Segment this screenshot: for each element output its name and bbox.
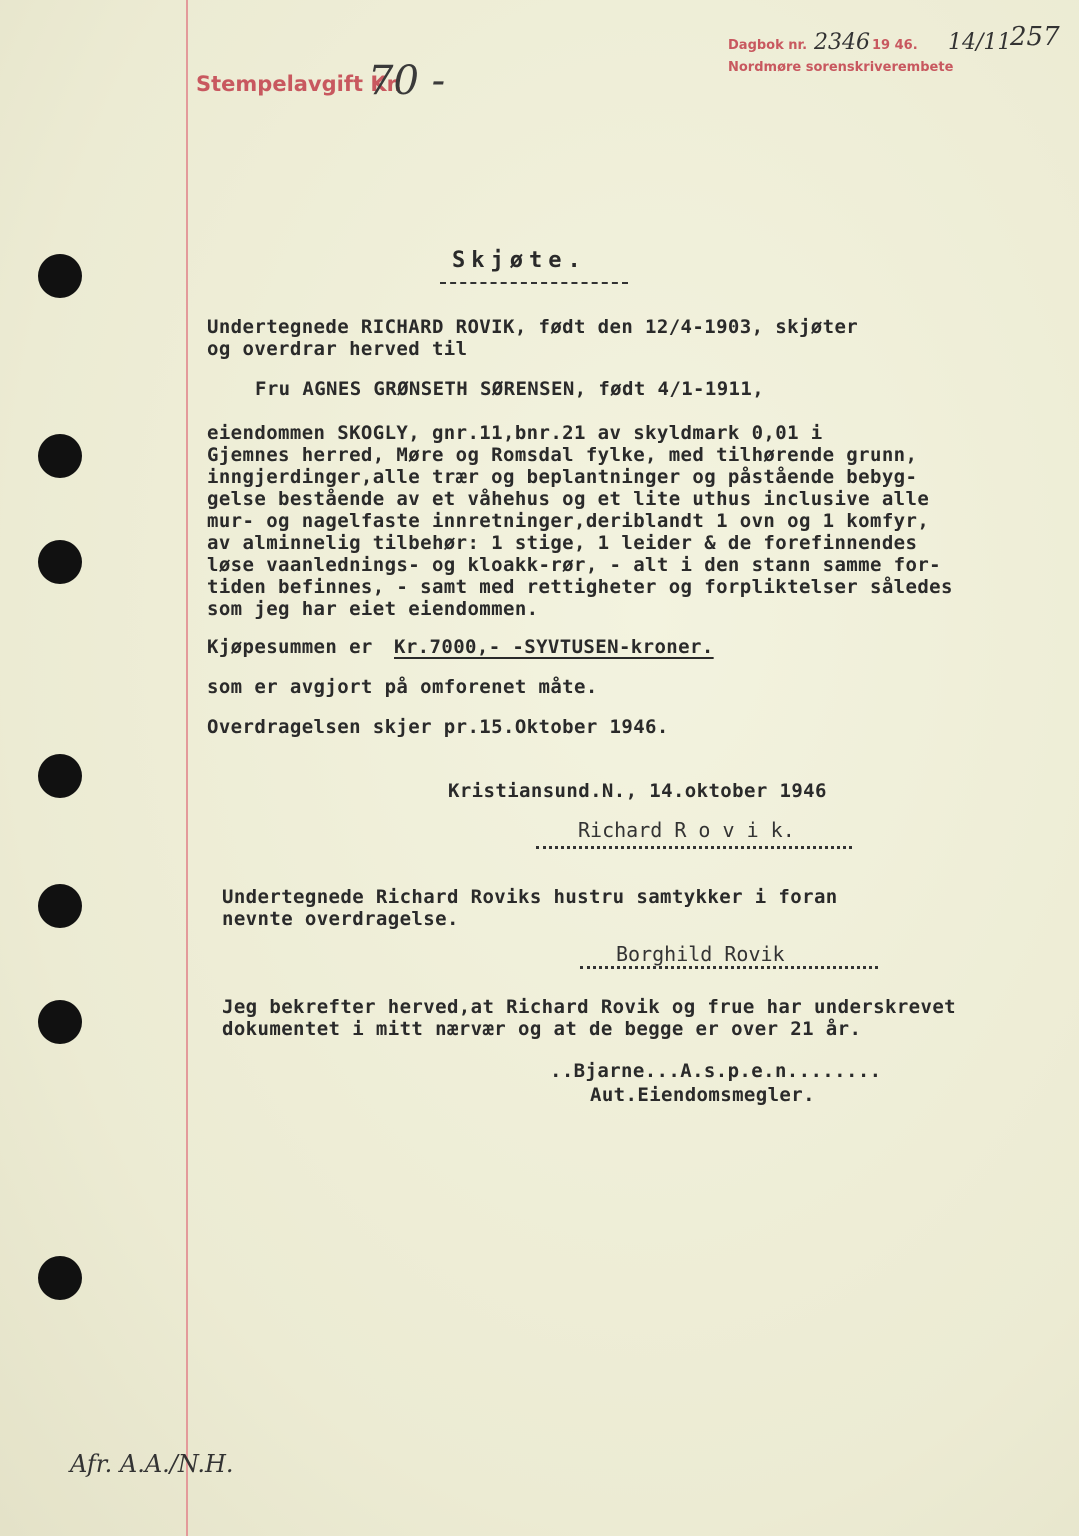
stamp-duty-amount: 70 - [368, 58, 446, 104]
document-title: Skjøte. [452, 248, 587, 273]
stamp-duty-label: Stempelavgift Kr. [196, 72, 402, 96]
text-line: Gjemnes herred, Møre og Romsdal fylke, med tilhørende grunn, [207, 444, 918, 466]
signature-broker: ..Bjarne...A.s.p.e.n........ [550, 1060, 882, 1082]
signature-line [536, 846, 852, 849]
signature-wife: Borghild Rovik [616, 942, 785, 966]
text-line: av alminnelig tilbehør: 1 stige, 1 leider & de forefinnendes [207, 532, 918, 554]
punch-hole [38, 754, 82, 798]
text-line: Overdragelsen skjer pr.15.Oktober 1946. [207, 716, 669, 738]
signature-line [580, 966, 878, 969]
punch-hole [38, 1256, 82, 1300]
journal-date: 14/11 [948, 30, 1012, 55]
broker-title: Aut.Eiendomsmegler. [590, 1084, 815, 1106]
court-office: Nordmøre sorenskriverembete [728, 60, 954, 75]
journal-number: 2346 [814, 30, 870, 55]
text-line: nevnte overdragelse. [222, 908, 459, 930]
text-line: som jeg har eiet eiendommen. [207, 598, 539, 620]
place-date: Kristiansund.N., 14.oktober 1946 [448, 780, 827, 802]
text-line: Undertegnede RICHARD ROVIK, født den 12/4-1903, skjøter [207, 316, 859, 338]
text-line: som er avgjort på omforenet måte. [207, 676, 598, 698]
text-line: og overdrar herved til [207, 338, 468, 360]
text-line: Jeg bekrefter herved,at Richard Rovik og frue har underskrevet [222, 996, 957, 1018]
text-line: gelse bestående av et våhehus og et lite uthus inclusive alle [207, 488, 930, 510]
text-line: mur- og nagelfaste innretninger,deriblandt 1 ovn og 1 komfyr, [207, 510, 930, 532]
punch-hole [38, 884, 82, 928]
text-line: løse vaanlednings- og kloakk-rør, - alt i den stann samme for- [207, 554, 942, 576]
title-underline [440, 282, 628, 284]
punch-hole [38, 434, 82, 478]
journal-prefix: Dagbok nr. [728, 38, 808, 53]
signature-seller: Richard R o v i k. [578, 818, 795, 842]
margin-line [186, 0, 188, 1536]
text-line: eiendommen SKOGLY, gnr.11,bnr.21 av skyldmark 0,01 i [207, 422, 823, 444]
price-amount: Kr.7000,- -SYVTUSEN-kroner. [394, 636, 714, 658]
text-line: dokumentet i mitt nærvær og at de begge er over 21 år. [222, 1018, 862, 1040]
buyer-line: Fru AGNES GRØNSETH SØRENSEN, født 4/1-1911, [255, 378, 765, 400]
punch-hole [38, 1000, 82, 1044]
text-line: tiden befinnes, - samt med rettigheter og forpliktelser således [207, 576, 953, 598]
punch-hole [38, 254, 82, 298]
footer-note: Afr. A.A./N.H. [70, 1450, 234, 1478]
journal-year: 19 46. [872, 38, 918, 53]
price-prefix: Kjøpesummen er [207, 636, 373, 658]
page-number: 257 [1010, 22, 1060, 52]
text-line: Undertegnede Richard Roviks hustru samtykker i foran [222, 886, 838, 908]
text-line: inngjerdinger,alle trær og beplantninger og påstående bebyg- [207, 466, 918, 488]
punch-hole [38, 540, 82, 584]
